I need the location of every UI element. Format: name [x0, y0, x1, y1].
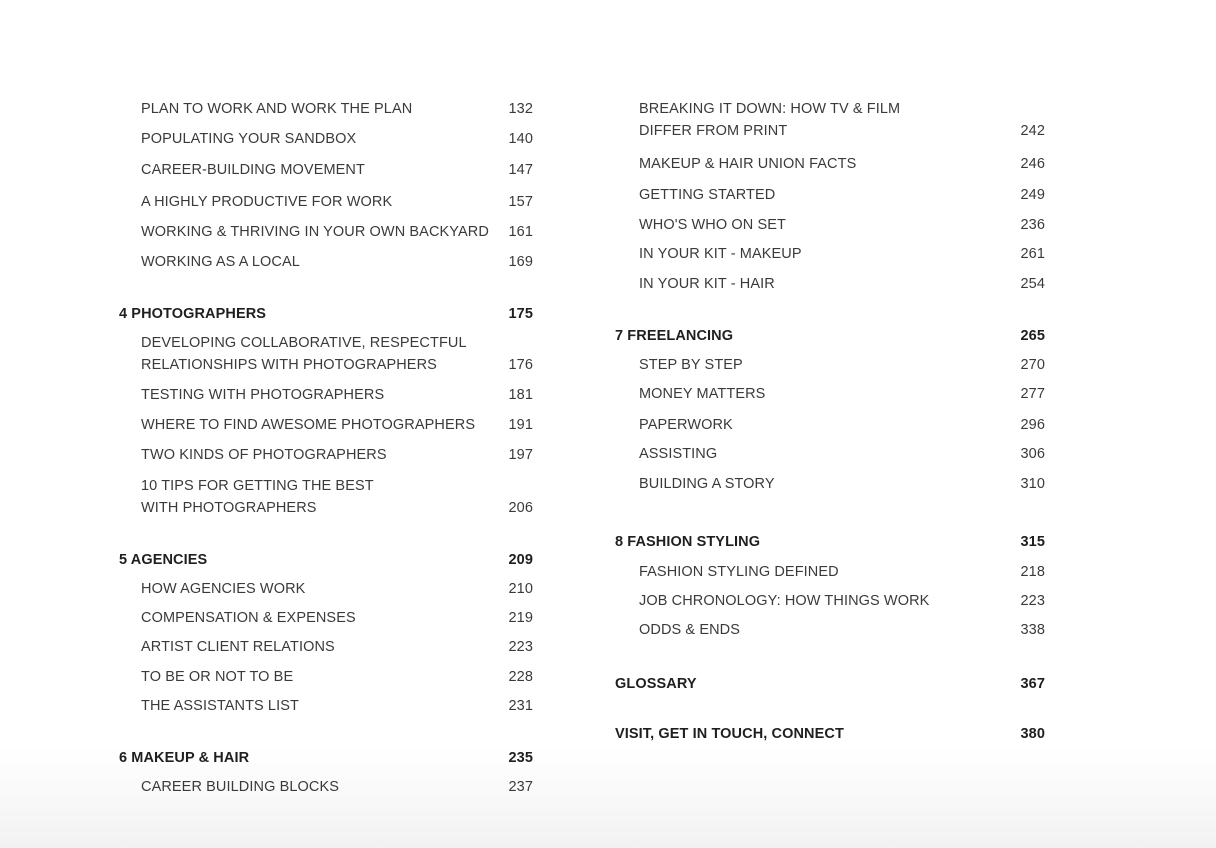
toc-entry-page: 242 — [1020, 123, 1045, 139]
toc-entry-title: WORKING & THRIVING IN YOUR OWN BACKYARD — [141, 224, 489, 240]
toc-entry-title-line1: BREAKING IT DOWN: HOW TV & FILM — [639, 101, 901, 117]
toc-entry-page: 140 — [508, 131, 533, 147]
toc-entry-title-line2: WITH PHOTOGRAPHERS — [141, 500, 317, 516]
toc-chapter-page: 315 — [1020, 534, 1045, 550]
toc-entry-page: 261 — [1020, 246, 1045, 262]
toc-entry-title: A HIGHLY PRODUCTIVE FOR WORK — [141, 194, 393, 210]
toc-entry-title: MONEY MATTERS — [639, 386, 766, 402]
toc-entry-page: 210 — [508, 581, 533, 597]
toc-entry-page: 270 — [1020, 357, 1045, 373]
toc-entry-title: TWO KINDS OF PHOTOGRAPHERS — [141, 447, 387, 463]
toc-entry-title: GETTING STARTED — [639, 187, 776, 203]
toc-entry-title: MAKEUP & HAIR UNION FACTS — [639, 156, 857, 172]
toc-entry-title-line1: 10 TIPS FOR GETTING THE BEST — [141, 478, 374, 494]
toc-entry-title-line1: DEVELOPING COLLABORATIVE, RESPECTFUL — [141, 335, 467, 351]
toc-entry-title: TESTING WITH PHOTOGRAPHERS — [141, 387, 385, 403]
toc-entry-page: 277 — [1020, 386, 1045, 402]
toc-entry-page: 254 — [1020, 276, 1045, 292]
toc-chapter-title: 8 FASHION STYLING — [615, 534, 761, 550]
toc-entry-page: 231 — [508, 698, 533, 714]
toc-entry-page: 176 — [508, 357, 533, 373]
toc-chapter-page: 380 — [1020, 726, 1045, 742]
toc-entry-title: IN YOUR KIT - MAKEUP — [639, 246, 802, 262]
toc-chapter-title: 4 PHOTOGRAPHERS — [119, 306, 267, 322]
toc-entry-title: JOB CHRONOLOGY: HOW THINGS WORK — [639, 593, 930, 609]
toc-entry — [0, 332, 560, 376]
toc-entry — [600, 98, 1070, 142]
toc-entry-page: 197 — [508, 447, 533, 463]
toc-chapter-title: VISIT, GET IN TOUCH, CONNECT — [615, 726, 844, 742]
toc-entry-title: TO BE OR NOT TO BE — [141, 669, 294, 685]
toc-entry-page: 306 — [1020, 446, 1045, 462]
toc-entry-title-line2: DIFFER FROM PRINT — [639, 123, 788, 139]
toc-chapter-title: 6 MAKEUP & HAIR — [119, 750, 250, 766]
toc-chapter-page: 175 — [508, 306, 533, 322]
toc-entry-page: 228 — [508, 669, 533, 685]
toc-chapter-page: 235 — [508, 750, 533, 766]
toc-entry-title: THE ASSISTANTS LIST — [141, 698, 299, 714]
toc-entry-title: STEP BY STEP — [639, 357, 743, 373]
toc-entry-title: PAPERWORK — [639, 417, 733, 433]
toc-entry-page: 310 — [1020, 476, 1045, 492]
toc-entry-page: 223 — [508, 639, 533, 655]
toc-entry-title: ODDS & ENDS — [639, 622, 741, 638]
toc-entry-page: 223 — [1020, 593, 1045, 609]
toc-entry-page: 169 — [508, 254, 533, 270]
toc-entry-title: WHO'S WHO ON SET — [639, 217, 786, 233]
toc-entry-page: 236 — [1020, 217, 1045, 233]
toc-entry-page: 191 — [508, 417, 533, 433]
toc-entry-title: BUILDING A STORY — [639, 476, 775, 492]
toc-entry-title: FASHION STYLING DEFINED — [639, 564, 839, 580]
toc-chapter-title: GLOSSARY — [615, 676, 697, 692]
toc-entry-page: 296 — [1020, 417, 1045, 433]
toc-entry-title: WHERE TO FIND AWESOME PHOTOGRAPHERS — [141, 417, 476, 433]
toc-chapter-title: 7 FREELANCING — [615, 328, 734, 344]
toc-entry-title-line2: RELATIONSHIPS WITH PHOTOGRAPHERS — [141, 357, 437, 373]
toc-entry-page: 219 — [508, 610, 533, 626]
toc-entry-page: 338 — [1020, 622, 1045, 638]
toc-entry-title: WORKING AS A LOCAL — [141, 254, 300, 270]
toc-chapter-page: 367 — [1020, 676, 1045, 692]
toc-entry-page: 132 — [508, 101, 533, 117]
toc-entry-title: POPULATING YOUR SANDBOX — [141, 131, 357, 147]
toc-entry — [0, 475, 560, 519]
toc-entry-title: HOW AGENCIES WORK — [141, 581, 306, 597]
toc-entry-title: PLAN TO WORK AND WORK THE PLAN — [141, 101, 413, 117]
toc-entry-page: 206 — [508, 500, 533, 516]
toc-entry-title: ASSISTING — [639, 446, 718, 462]
toc-entry-title: CAREER-BUILDING MOVEMENT — [141, 162, 365, 178]
toc-chapter-page: 265 — [1020, 328, 1045, 344]
toc-entry-title: CAREER BUILDING BLOCKS — [141, 779, 339, 795]
toc-entry-page: 147 — [508, 162, 533, 178]
toc-entry-title: ARTIST CLIENT RELATIONS — [141, 639, 335, 655]
toc-entry-page: 218 — [1020, 564, 1045, 580]
toc-entry-title: IN YOUR KIT - HAIR — [639, 276, 775, 292]
toc-entry-title: COMPENSATION & EXPENSES — [141, 610, 356, 626]
toc-entry-page: 246 — [1020, 156, 1045, 172]
toc-entry-page: 161 — [508, 224, 533, 240]
toc-entry-page: 181 — [508, 387, 533, 403]
toc-entry-page: 237 — [508, 779, 533, 795]
toc-entry-page: 157 — [508, 194, 533, 210]
toc-chapter-page: 209 — [508, 552, 533, 568]
toc-chapter-title: 5 AGENCIES — [119, 552, 208, 568]
toc-entry-page: 249 — [1020, 187, 1045, 203]
